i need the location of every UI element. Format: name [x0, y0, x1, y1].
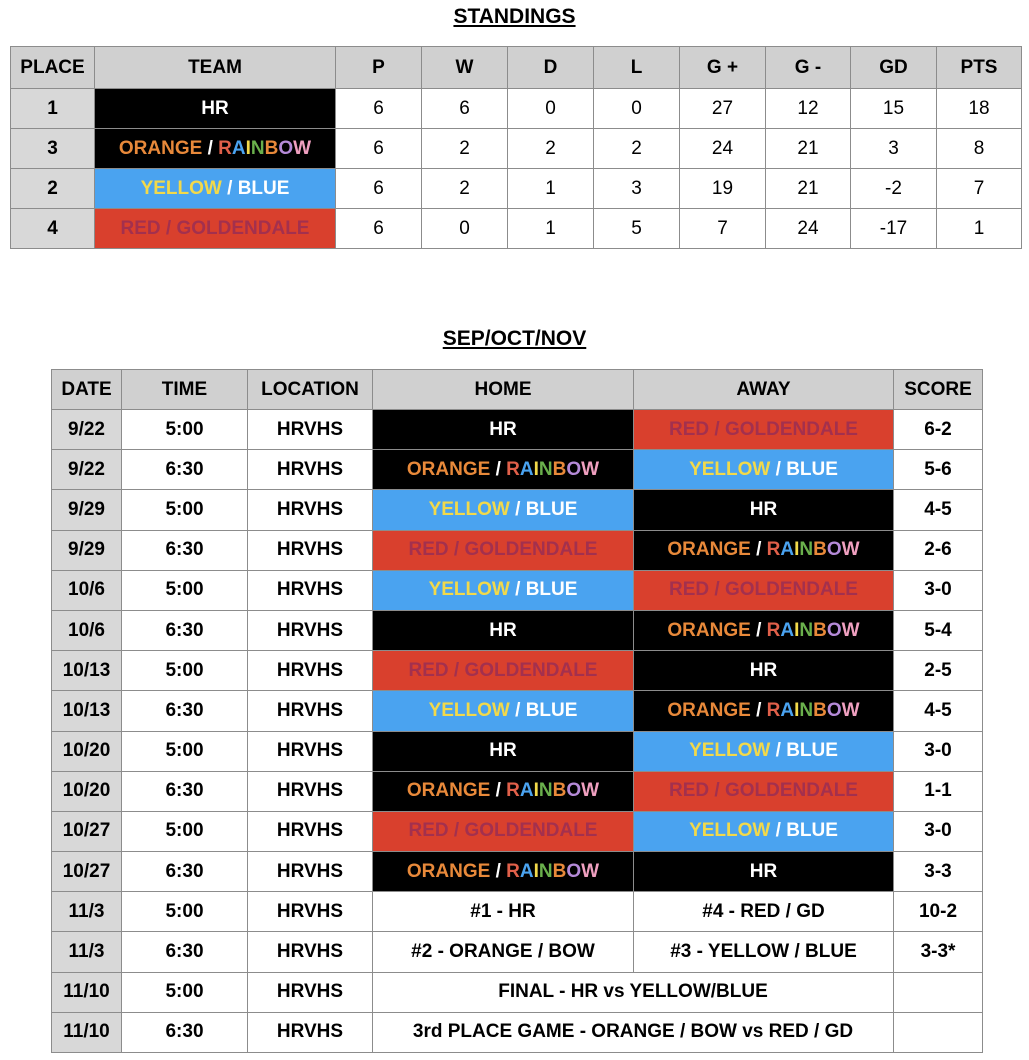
- team-name-slash: /: [490, 458, 507, 480]
- standings-p: 6: [336, 129, 422, 169]
- schedule-score: 3-0: [894, 570, 983, 610]
- schedule-row: [52, 490, 983, 530]
- schedule-header-score: SCORE: [894, 370, 983, 410]
- schedule-time: 6:30: [122, 932, 248, 972]
- team-name-yellow: YELLOW: [428, 579, 510, 601]
- standings-gf: 19: [680, 169, 766, 209]
- team-name-yellow: YELLOW: [689, 740, 771, 762]
- schedule-location: HRVHS: [248, 852, 373, 892]
- standings-gd: 3: [851, 129, 937, 169]
- rainbow-letter: W: [581, 860, 600, 882]
- schedule-row: [52, 771, 983, 811]
- standings-header-team: TEAM: [95, 47, 336, 89]
- team-name-blue: BLUE: [525, 579, 578, 601]
- schedule-away: [634, 811, 894, 851]
- team-name-blue: BLUE: [525, 498, 578, 520]
- team-name-orange: ORANGE: [667, 699, 751, 721]
- standings-l: 3: [594, 169, 680, 209]
- rainbow-letter: R: [766, 699, 781, 721]
- standings-d: 2: [508, 129, 594, 169]
- schedule-location: HRVHS: [248, 1012, 373, 1052]
- rainbow-letter: R: [506, 458, 520, 480]
- rainbow-letter: I: [533, 860, 539, 882]
- rainbow-letter: I: [794, 619, 800, 641]
- rainbow-letter: N: [250, 137, 265, 159]
- schedule-header-home: HOME: [373, 370, 634, 410]
- rainbow-letter: W: [841, 699, 860, 721]
- schedule-location: HRVHS: [248, 932, 373, 972]
- team-name-slash: /: [750, 619, 767, 641]
- schedule-location: HRVHS: [248, 771, 373, 811]
- schedule-home: [373, 450, 634, 490]
- schedule-time: 6:30: [122, 610, 248, 650]
- schedule-header-date: DATE: [52, 370, 122, 410]
- rainbow-letter: W: [841, 539, 860, 561]
- team-name-blue: BLUE: [786, 458, 838, 480]
- standings-w: 0: [422, 209, 508, 249]
- schedule-row: [52, 972, 983, 1012]
- schedule-away: HR: [634, 651, 894, 691]
- schedule-home: HR: [373, 731, 634, 771]
- standings-gf: 27: [680, 89, 766, 129]
- schedule-time: 5:00: [122, 811, 248, 851]
- schedule-home: HR: [373, 610, 634, 650]
- schedule-row: [52, 691, 983, 731]
- standings-header-row: [11, 47, 1022, 89]
- standings-table: [10, 46, 1022, 249]
- standings-header-pts: PTS: [937, 47, 1022, 89]
- team-name-rainbow: [506, 780, 599, 801]
- schedule-time: 5:00: [122, 490, 248, 530]
- schedule-date: 10/20: [52, 771, 122, 811]
- rainbow-letter: A: [519, 780, 534, 802]
- schedule-header-location: LOCATION: [248, 370, 373, 410]
- rainbow-letter: W: [841, 619, 860, 641]
- schedule-date: 9/29: [52, 530, 122, 570]
- rainbow-letter: I: [533, 458, 539, 480]
- standings-gf: 24: [680, 129, 766, 169]
- schedule-home: [373, 852, 634, 892]
- standings-pts: 1: [937, 209, 1022, 249]
- standings-header-gd: GD: [851, 47, 937, 89]
- team-name-rainbow: [767, 539, 860, 560]
- rainbow-letter: O: [566, 458, 582, 480]
- rainbow-letter: R: [506, 780, 520, 802]
- schedule-location: HRVHS: [248, 410, 373, 450]
- team-name-slash: /: [509, 699, 526, 721]
- standings-l: 2: [594, 129, 680, 169]
- schedule-time: 6:30: [122, 691, 248, 731]
- standings-ga: 12: [766, 89, 851, 129]
- schedule-time: 6:30: [122, 530, 248, 570]
- standings-place: 1: [11, 89, 95, 129]
- schedule-score: 6-2: [894, 410, 983, 450]
- schedule-row: [52, 852, 983, 892]
- rainbow-letter: R: [766, 619, 781, 641]
- rainbow-letter: B: [552, 860, 567, 882]
- schedule-row: [52, 932, 983, 972]
- schedule-time: 5:00: [122, 410, 248, 450]
- team-name-yellow: YELLOW: [428, 699, 510, 721]
- schedule-row: [52, 450, 983, 490]
- schedule-location: HRVHS: [248, 972, 373, 1012]
- team-name-slash: /: [490, 780, 507, 802]
- standings-l: 0: [594, 89, 680, 129]
- standings-w: 2: [422, 129, 508, 169]
- team-name-rainbow: [506, 459, 599, 480]
- team-name-yellow: YELLOW: [428, 498, 510, 520]
- standings-place: 4: [11, 209, 95, 249]
- schedule-location: HRVHS: [248, 610, 373, 650]
- schedule-row: [52, 410, 983, 450]
- rainbow-letter: A: [519, 458, 534, 480]
- schedule-date: 10/6: [52, 570, 122, 610]
- team-name-orange: ORANGE: [667, 619, 751, 641]
- rainbow-letter: O: [566, 860, 582, 882]
- rainbow-letter: B: [552, 458, 567, 480]
- standings-ga: 21: [766, 129, 851, 169]
- schedule-time: 5:00: [122, 570, 248, 610]
- rainbow-letter: N: [799, 619, 814, 641]
- team-name-slash: /: [770, 458, 787, 480]
- schedule-date: 10/27: [52, 852, 122, 892]
- schedule-date: 11/10: [52, 1012, 122, 1052]
- team-name-slash: /: [490, 860, 507, 882]
- schedule-score: [894, 972, 983, 1012]
- schedule-row: [52, 610, 983, 650]
- rainbow-letter: I: [533, 780, 539, 802]
- schedule-date: 11/3: [52, 892, 122, 932]
- schedule-home: #1 - HR: [373, 892, 634, 932]
- schedule-row: [52, 731, 983, 771]
- standings-row: [11, 209, 1022, 249]
- rainbow-letter: I: [794, 539, 800, 561]
- schedule-away: #3 - YELLOW / BLUE: [634, 932, 894, 972]
- team-name-slash: /: [770, 820, 787, 842]
- rainbow-letter: A: [780, 619, 795, 641]
- standings-team: [95, 169, 336, 209]
- schedule-location: HRVHS: [248, 691, 373, 731]
- schedule-score: [894, 1012, 983, 1052]
- schedule-away: RED / GOLDENDALE: [634, 771, 894, 811]
- team-name-slash: /: [770, 740, 787, 762]
- rainbow-letter: O: [826, 539, 842, 561]
- rainbow-letter: W: [581, 780, 600, 802]
- standings-row: [11, 169, 1022, 209]
- schedule-location: HRVHS: [248, 450, 373, 490]
- rainbow-letter: R: [506, 860, 520, 882]
- rainbow-letter: N: [538, 780, 553, 802]
- rainbow-letter: A: [780, 699, 795, 721]
- schedule-away: RED / GOLDENDALE: [634, 570, 894, 610]
- schedule-row: [52, 1012, 983, 1052]
- team-name-rainbow: [218, 138, 311, 159]
- team-name-slash: /: [509, 579, 526, 601]
- rainbow-letter: I: [794, 699, 800, 721]
- schedule-score: 2-6: [894, 530, 983, 570]
- schedule-date: 9/29: [52, 490, 122, 530]
- rainbow-letter: O: [826, 699, 842, 721]
- schedule-date: 10/20: [52, 731, 122, 771]
- schedule-home: RED / GOLDENDALE: [373, 530, 634, 570]
- schedule-time: 6:30: [122, 852, 248, 892]
- standings-ga: 21: [766, 169, 851, 209]
- rainbow-letter: N: [538, 458, 553, 480]
- schedule-score: 10-2: [894, 892, 983, 932]
- rainbow-letter: B: [264, 137, 279, 159]
- rainbow-letter: B: [813, 699, 827, 721]
- standings-d: 1: [508, 209, 594, 249]
- standings-team: [95, 129, 336, 169]
- schedule-location: HRVHS: [248, 490, 373, 530]
- team-name-slash: /: [221, 177, 238, 199]
- standings-header-g-: G +: [680, 47, 766, 89]
- team-name-blue: BLUE: [525, 699, 578, 721]
- schedule-time: 5:00: [122, 972, 248, 1012]
- schedule-location: HRVHS: [248, 530, 373, 570]
- schedule-time: 6:30: [122, 450, 248, 490]
- standings-header-l: L: [594, 47, 680, 89]
- team-name-slash: /: [750, 539, 767, 561]
- standings-d: 1: [508, 169, 594, 209]
- standings-header-d: D: [508, 47, 594, 89]
- schedule-date: 11/3: [52, 932, 122, 972]
- team-name-blue: BLUE: [237, 177, 290, 199]
- standings-pts: 8: [937, 129, 1022, 169]
- team-name-orange: ORANGE: [406, 458, 491, 480]
- schedule-home: #2 - ORANGE / BOW: [373, 932, 634, 972]
- schedule-date: 10/13: [52, 691, 122, 731]
- team-name-blue: BLUE: [786, 740, 838, 762]
- standings-row: [11, 89, 1022, 129]
- standings-p: 6: [336, 209, 422, 249]
- standings-w: 2: [422, 169, 508, 209]
- schedule-time: 5:00: [122, 731, 248, 771]
- schedule-away: [634, 450, 894, 490]
- team-name-rainbow: [506, 861, 599, 882]
- rainbow-letter: W: [581, 458, 600, 480]
- standings-gd: -2: [851, 169, 937, 209]
- schedule-location: HRVHS: [248, 731, 373, 771]
- schedule-location: HRVHS: [248, 651, 373, 691]
- rainbow-letter: B: [552, 780, 567, 802]
- schedule-home: HR: [373, 410, 634, 450]
- schedule-away: HR: [634, 490, 894, 530]
- team-name-rainbow: [767, 700, 860, 721]
- schedule-time: 5:00: [122, 892, 248, 932]
- schedule-date: 10/13: [52, 651, 122, 691]
- team-name-orange: ORANGE: [406, 860, 491, 882]
- standings-w: 6: [422, 89, 508, 129]
- schedule-header-time: TIME: [122, 370, 248, 410]
- schedule-date: 9/22: [52, 410, 122, 450]
- team-name-blue: BLUE: [786, 820, 838, 842]
- schedule-away: [634, 691, 894, 731]
- schedule-home: RED / GOLDENDALE: [373, 651, 634, 691]
- standings-pts: 7: [937, 169, 1022, 209]
- rainbow-letter: I: [245, 137, 251, 159]
- team-name-orange: ORANGE: [406, 780, 491, 802]
- schedule-score: 1-1: [894, 771, 983, 811]
- schedule-row: [52, 811, 983, 851]
- team-name-yellow: YELLOW: [689, 458, 771, 480]
- standings-gf: 7: [680, 209, 766, 249]
- schedule-date: 10/6: [52, 610, 122, 650]
- schedule-header-away: AWAY: [634, 370, 894, 410]
- schedule-header-row: [52, 370, 983, 410]
- schedule-home: [373, 570, 634, 610]
- schedule-title: SEP/OCT/NOV: [442, 327, 587, 350]
- rainbow-letter: O: [826, 619, 842, 641]
- rainbow-letter: B: [813, 619, 827, 641]
- schedule-score: 2-5: [894, 651, 983, 691]
- schedule-table: [51, 369, 983, 1053]
- standings-row: [11, 129, 1022, 169]
- standings-header-w: W: [422, 47, 508, 89]
- schedule-time: 6:30: [122, 771, 248, 811]
- standings-pts: 18: [937, 89, 1022, 129]
- team-name-yellow: YELLOW: [140, 177, 222, 199]
- schedule-date: 9/22: [52, 450, 122, 490]
- standings-d: 0: [508, 89, 594, 129]
- standings-l: 5: [594, 209, 680, 249]
- schedule-matchup: 3rd PLACE GAME - ORANGE / BOW vs RED / GD: [373, 1012, 894, 1052]
- schedule-score: 3-3: [894, 852, 983, 892]
- standings-gd: 15: [851, 89, 937, 129]
- schedule-row: [52, 651, 983, 691]
- standings-team: HR: [95, 89, 336, 129]
- rainbow-letter: R: [766, 539, 781, 561]
- schedule-date: 11/10: [52, 972, 122, 1012]
- standings-place: 3: [11, 129, 95, 169]
- standings-team: RED / GOLDENDALE: [95, 209, 336, 249]
- schedule-home: [373, 490, 634, 530]
- rainbow-letter: R: [218, 137, 232, 159]
- schedule-row: [52, 530, 983, 570]
- schedule-score: 3-0: [894, 811, 983, 851]
- schedule-location: HRVHS: [248, 570, 373, 610]
- standings-p: 6: [336, 89, 422, 129]
- schedule-score: 3-3*: [894, 932, 983, 972]
- schedule-away: #4 - RED / GD: [634, 892, 894, 932]
- schedule-score: 5-4: [894, 610, 983, 650]
- rainbow-letter: N: [799, 699, 814, 721]
- schedule-score: 4-5: [894, 490, 983, 530]
- rainbow-letter: A: [780, 539, 795, 561]
- rainbow-letter: A: [231, 137, 246, 159]
- standings-header-place: PLACE: [11, 47, 95, 89]
- schedule-time: 6:30: [122, 1012, 248, 1052]
- team-name-orange: ORANGE: [118, 137, 203, 159]
- standings-gd: -17: [851, 209, 937, 249]
- rainbow-letter: N: [538, 860, 553, 882]
- schedule-location: HRVHS: [248, 811, 373, 851]
- schedule-location: HRVHS: [248, 892, 373, 932]
- rainbow-letter: N: [799, 539, 814, 561]
- team-name-orange: ORANGE: [667, 539, 751, 561]
- schedule-away: [634, 731, 894, 771]
- team-name-rainbow: [767, 620, 860, 641]
- rainbow-letter: B: [813, 539, 827, 561]
- schedule-score: 4-5: [894, 691, 983, 731]
- rainbow-letter: O: [566, 780, 582, 802]
- schedule-home: RED / GOLDENDALE: [373, 811, 634, 851]
- team-name-slash: /: [202, 137, 219, 159]
- team-name-yellow: YELLOW: [689, 820, 771, 842]
- rainbow-letter: O: [278, 137, 294, 159]
- schedule-matchup: FINAL - HR vs YELLOW/BLUE: [373, 972, 894, 1012]
- team-name-slash: /: [750, 699, 767, 721]
- schedule-away: [634, 530, 894, 570]
- schedule-away: RED / GOLDENDALE: [634, 410, 894, 450]
- team-name-slash: /: [509, 498, 526, 520]
- rainbow-letter: W: [293, 137, 312, 159]
- rainbow-letter: A: [519, 860, 534, 882]
- standings-ga: 24: [766, 209, 851, 249]
- schedule-row: [52, 570, 983, 610]
- schedule-away: HR: [634, 852, 894, 892]
- standings-title: STANDINGS: [453, 5, 576, 28]
- schedule-time: 5:00: [122, 651, 248, 691]
- standings-place: 2: [11, 169, 95, 209]
- schedule-score: 5-6: [894, 450, 983, 490]
- schedule-date: 10/27: [52, 811, 122, 851]
- schedule-home: [373, 691, 634, 731]
- standings-p: 6: [336, 169, 422, 209]
- standings-header-g-: G -: [766, 47, 851, 89]
- standings-header-p: P: [336, 47, 422, 89]
- schedule-row: [52, 892, 983, 932]
- schedule-score: 3-0: [894, 731, 983, 771]
- schedule-away: [634, 610, 894, 650]
- schedule-home: [373, 771, 634, 811]
